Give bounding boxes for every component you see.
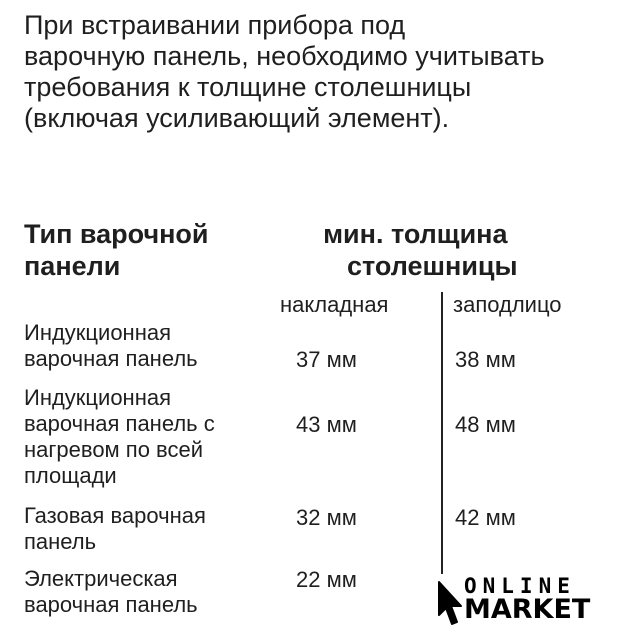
- row-label-line: Газовая варочная: [24, 503, 206, 528]
- row-label-line: варочная панель: [24, 346, 198, 371]
- row-label-gas: [24, 503, 206, 555]
- intro-line: варочную панель, необходимо учитывать: [24, 41, 545, 71]
- subheader-overlay: накладная: [280, 292, 389, 317]
- intro-line: (включая усиливающий элемент).: [24, 103, 450, 133]
- intro-text: [24, 10, 624, 134]
- value-flush: 38 мм: [455, 347, 516, 372]
- row-label-induction-full-area: [24, 385, 215, 489]
- header-line: панели: [24, 251, 121, 281]
- value-flush: 48 мм: [455, 412, 516, 437]
- value-overlay: 43 мм: [296, 412, 357, 437]
- intro-line: требования к толщине столешницы: [24, 72, 472, 102]
- row-label-line: панель: [24, 529, 97, 554]
- row-label-electric: [24, 566, 198, 618]
- logo-text-market: MARKET: [464, 594, 591, 625]
- row-label-line: варочная панель с: [24, 411, 215, 436]
- row-label-line: варочная панель: [24, 592, 198, 617]
- value-overlay: 32 мм: [296, 505, 357, 530]
- value-overlay: 22 мм: [296, 567, 357, 592]
- value-overlay: 37 мм: [296, 347, 357, 372]
- logo-text-online: ONLINE: [464, 574, 576, 598]
- row-label-line: Электрическая: [24, 566, 178, 591]
- value-flush: 42 мм: [455, 505, 516, 530]
- cursor-arrow-icon: [436, 580, 464, 626]
- column-header-min-thickness: [313, 218, 518, 282]
- row-label-induction: [24, 320, 198, 372]
- column-header-hob-type: [24, 218, 209, 282]
- header-line: Тип варочной: [24, 219, 209, 249]
- row-label-line: Индукционная: [24, 385, 171, 410]
- intro-line: При встраивании прибора под: [24, 10, 406, 40]
- row-label-line: Индукционная: [24, 320, 171, 345]
- column-divider: [441, 292, 443, 592]
- row-label-line: площади: [24, 463, 117, 488]
- subheader-flush: заподлицо: [453, 292, 562, 317]
- header-line: мин. толщина: [323, 219, 508, 249]
- online-market-logo: [436, 574, 606, 630]
- header-line: столешницы: [347, 251, 518, 281]
- row-label-line: нагревом по всей: [24, 437, 204, 462]
